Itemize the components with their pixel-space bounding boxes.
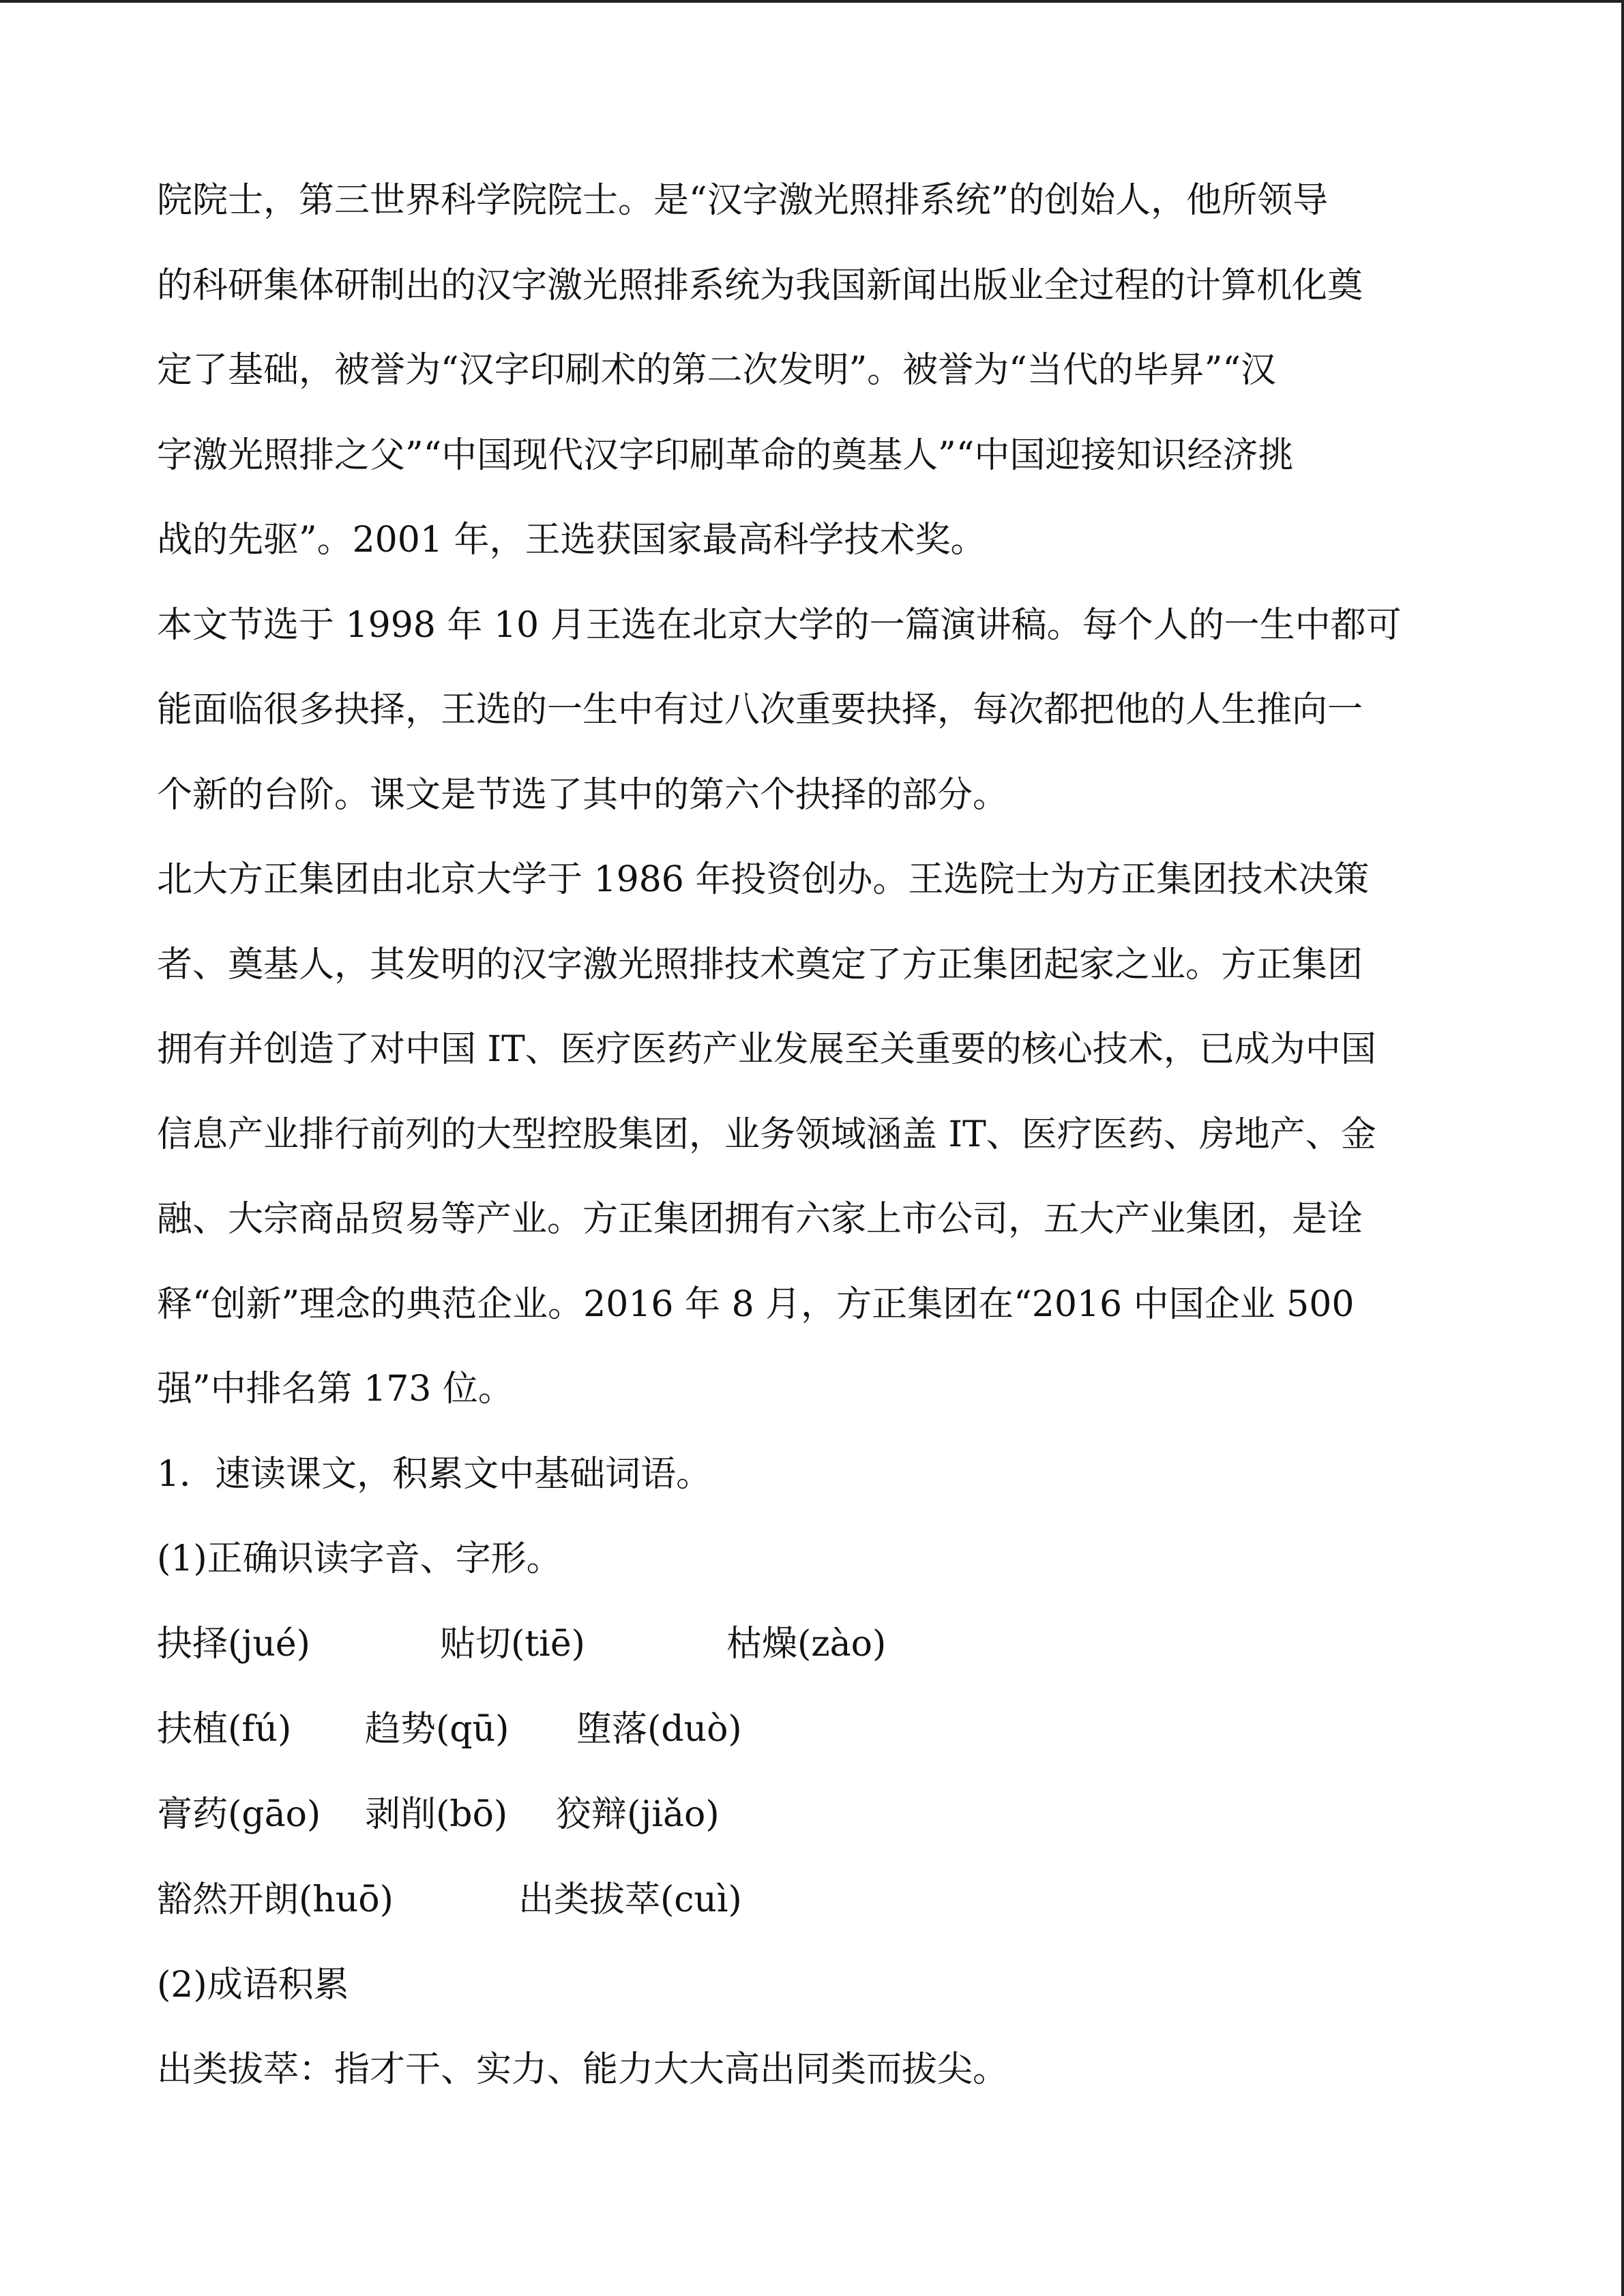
sub-question-pronunciation: (1)正确识读字音、字形。 — [157, 1538, 562, 1579]
text-line: 者、奠基人，其发明的汉字激光照排技术奠定了方正集团起家之业。方正集团 — [157, 944, 1363, 985]
text-line: 院院士，第三世界科学院院士。是“汉字激光照排系统”的创始人，他所领导 — [157, 180, 1329, 221]
text-line: 拥有并创造了对中国 IT、医疗医药产业发展至关重要的核心技术，已成为中国 — [157, 1029, 1376, 1070]
vocab-word: 豁然开朗(huō) — [157, 1879, 394, 1920]
vocab-word: 趋势(qū) — [365, 1708, 510, 1750]
sub-question-idioms: (2)成语积累 — [157, 1964, 349, 2006]
text-line: 强”中排名第 173 位。 — [157, 1369, 514, 1410]
vocab-word: 剥削(bō) — [365, 1793, 508, 1835]
text-line: 释“创新”理念的典范企业。2016 年 8 月，方正集团在“2016 中国企业 500 — [157, 1283, 1355, 1325]
vocab-word: 膏药(gāo) — [157, 1793, 321, 1835]
vocab-row — [157, 1858, 1473, 1943]
paragraph-founder-group — [157, 837, 1473, 1432]
vocab-word: 贴切(tiē) — [440, 1623, 585, 1665]
text-line: 融、大宗商品贸易等产业。方正集团拥有六家上市公司，五大产业集团，是诠 — [157, 1199, 1363, 1240]
text-line: 能面临很多抉择，王选的一生中有过八次重要抉择，每次都把他的人生推向一 — [157, 689, 1363, 730]
vocab-row — [157, 1772, 1473, 1858]
vocab-word: 扶植(fú) — [157, 1708, 292, 1750]
vocab-row — [157, 1687, 1473, 1772]
question-heading: 1．速读课文，积累文中基础词语。 — [157, 1453, 712, 1495]
text-line: 北大方正集团由北京大学于 1986 年投资创办。王选院士为方正集团技术决策 — [157, 859, 1370, 900]
vocab-word: 堕落(duò) — [576, 1708, 742, 1750]
vocab-row — [157, 1602, 1473, 1687]
document-body — [157, 158, 1473, 2113]
text-line: 定了基础，被誉为“汉字印刷术的第二次发明”。被誉为“当代的毕昇”“汉 — [157, 350, 1276, 391]
idiom-definition: 出类拔萃：指才干、实力、能力大大高出同类而拔尖。 — [157, 2049, 1009, 2090]
text-line: 字激光照排之父”“中国现代汉字印刷革命的奠基人”“中国迎接知识经济挑 — [157, 434, 1294, 476]
paragraph-source — [157, 583, 1473, 838]
text-line: 本文节选于 1998 年 10 月王选在北京大学的一篇演讲稿。每个人的一生中都可 — [157, 604, 1402, 646]
vocab-word: 枯燥(zào) — [726, 1623, 887, 1665]
text-line: 的科研集体研制出的汉字激光照排系统为我国新闻出版业全过程的计算机化奠 — [157, 265, 1363, 306]
vocab-word: 抉择(jué) — [157, 1623, 310, 1665]
paragraph-author-bio — [157, 158, 1473, 583]
vocab-word: 狡辩(jiǎo) — [556, 1793, 720, 1835]
text-line: 信息产业排行前列的大型控股集团，业务领域涵盖 IT、医疗医药、房地产、金 — [157, 1114, 1376, 1155]
text-line: 战的先驱”。2001 年，王选获国家最高科学技术奖。 — [157, 520, 986, 561]
text-line: 个新的台阶。课文是节选了其中的第六个抉择的部分。 — [157, 774, 1009, 816]
vocab-word: 出类拔萃(cuì) — [518, 1879, 742, 1920]
